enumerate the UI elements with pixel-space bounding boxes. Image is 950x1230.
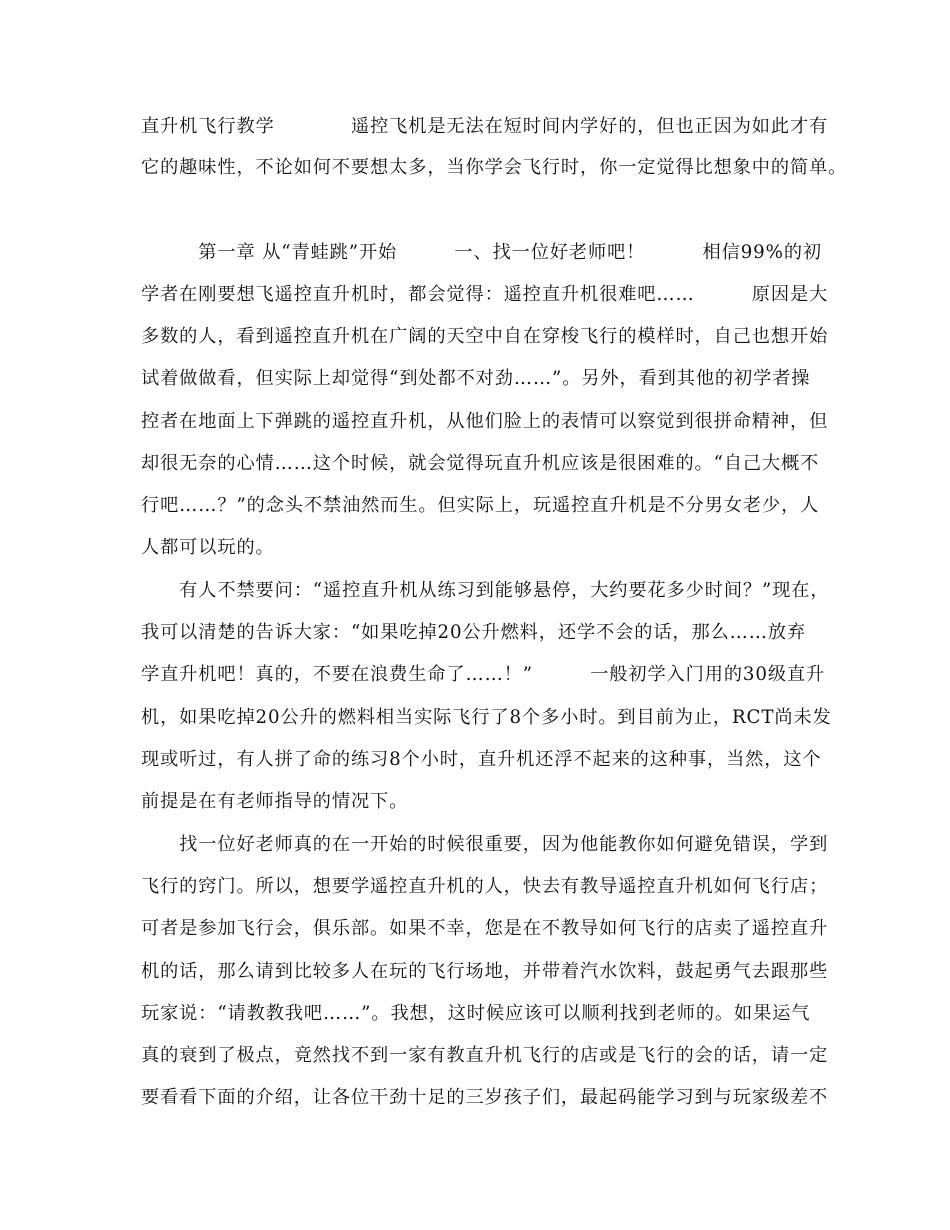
text-line: 人都可以玩的。 [141, 537, 275, 558]
text-line: 直升机飞行教学 遥控飞机是无法在短时间内学好的，但也正因为如此才有 [141, 116, 829, 137]
text-line: 真的衰到了极点，竟然找不到一家有教直升机飞行的店或是飞行的会的话，请一定 [141, 1045, 829, 1066]
text-line: 学直升机吧！真的，不要在浪费生命了……！” 一般初学入门用的30级直升 [141, 664, 826, 685]
text-line: 有人不禁要问：“遥控直升机从练习到能够悬停，大约要花多少时间？”现在， [141, 580, 830, 601]
text-line: 控者在地面上下弹跳的遥控直升机，从他们脸上的表情可以察觉到很拼命精神，但 [141, 411, 829, 432]
text-line: 玩家说：“请教教我吧……”。我想，这时候应该可以顺利找到老师的。如果运气 [141, 1003, 811, 1024]
text-line: 找一位好老师真的在一开始的时候很重要，因为他能教你如何避免错误，学到 [141, 834, 829, 855]
text-line: 可者是参加飞行会，俱乐部。如果不幸，您是在不教导如何飞行的店卖了遥控直升 [141, 918, 829, 939]
chapter-heading-line: 第一章 从“青蛙跳”开始 一、找一位好老师吧！ 相信99%的初 [141, 242, 823, 263]
text-line: 学者在刚要想飞遥控直升机时，都会觉得：遥控直升机很难吧…… 原因是大 [141, 284, 829, 305]
text-line: 机的话，那么请到比较多人在玩的飞行场地，并带着汽水饮料，鼓起勇气去跟那些 [141, 961, 829, 982]
text-line: 我可以清楚的告诉大家：“如果吃掉20公升燃料，还学不会的话，那么……放弃 [141, 622, 807, 643]
text-line: 却很无奈的心情……这个时候，就会觉得玩直升机应该是很困难的。“自己大概不 [141, 453, 820, 474]
text-line: 多数的人，看到遥控直升机在广阔的天空中自在穿梭飞行的模样时，自己也想开始 [141, 326, 829, 347]
text-line: 现或听过，有人拼了命的练习8个小时，直升机还浮不起来的这种事，当然，这个 [141, 749, 822, 770]
text-line: 机，如果吃掉20公升的燃料相当实际飞行了8个多小时。到目前为止，RCT尚未发 [141, 707, 832, 728]
text-line: 它的趣味性，不论如何不要想太多，当你学会飞行时，你一定觉得比想象中的简单。 [141, 157, 848, 178]
text-line: 要看看下面的介绍，让各位干劲十足的三岁孩子们，最起码能学习到与玩家级差不 [141, 1087, 829, 1108]
text-line: 行吧……？”的念头不禁油然而生。但实际上，玩遥控直升机是不分男女老少，人 [141, 495, 820, 516]
text-line: 试着做做看，但实际上却觉得“到处都不对劲……”。另外，看到其他的初学者操 [141, 368, 811, 389]
text-line: 前提是在有老师指导的情况下。 [141, 791, 409, 812]
text-line: 飞行的窍门。所以，想要学遥控直升机的人，快去有教导遥控直升机如何飞行店； [141, 876, 829, 897]
